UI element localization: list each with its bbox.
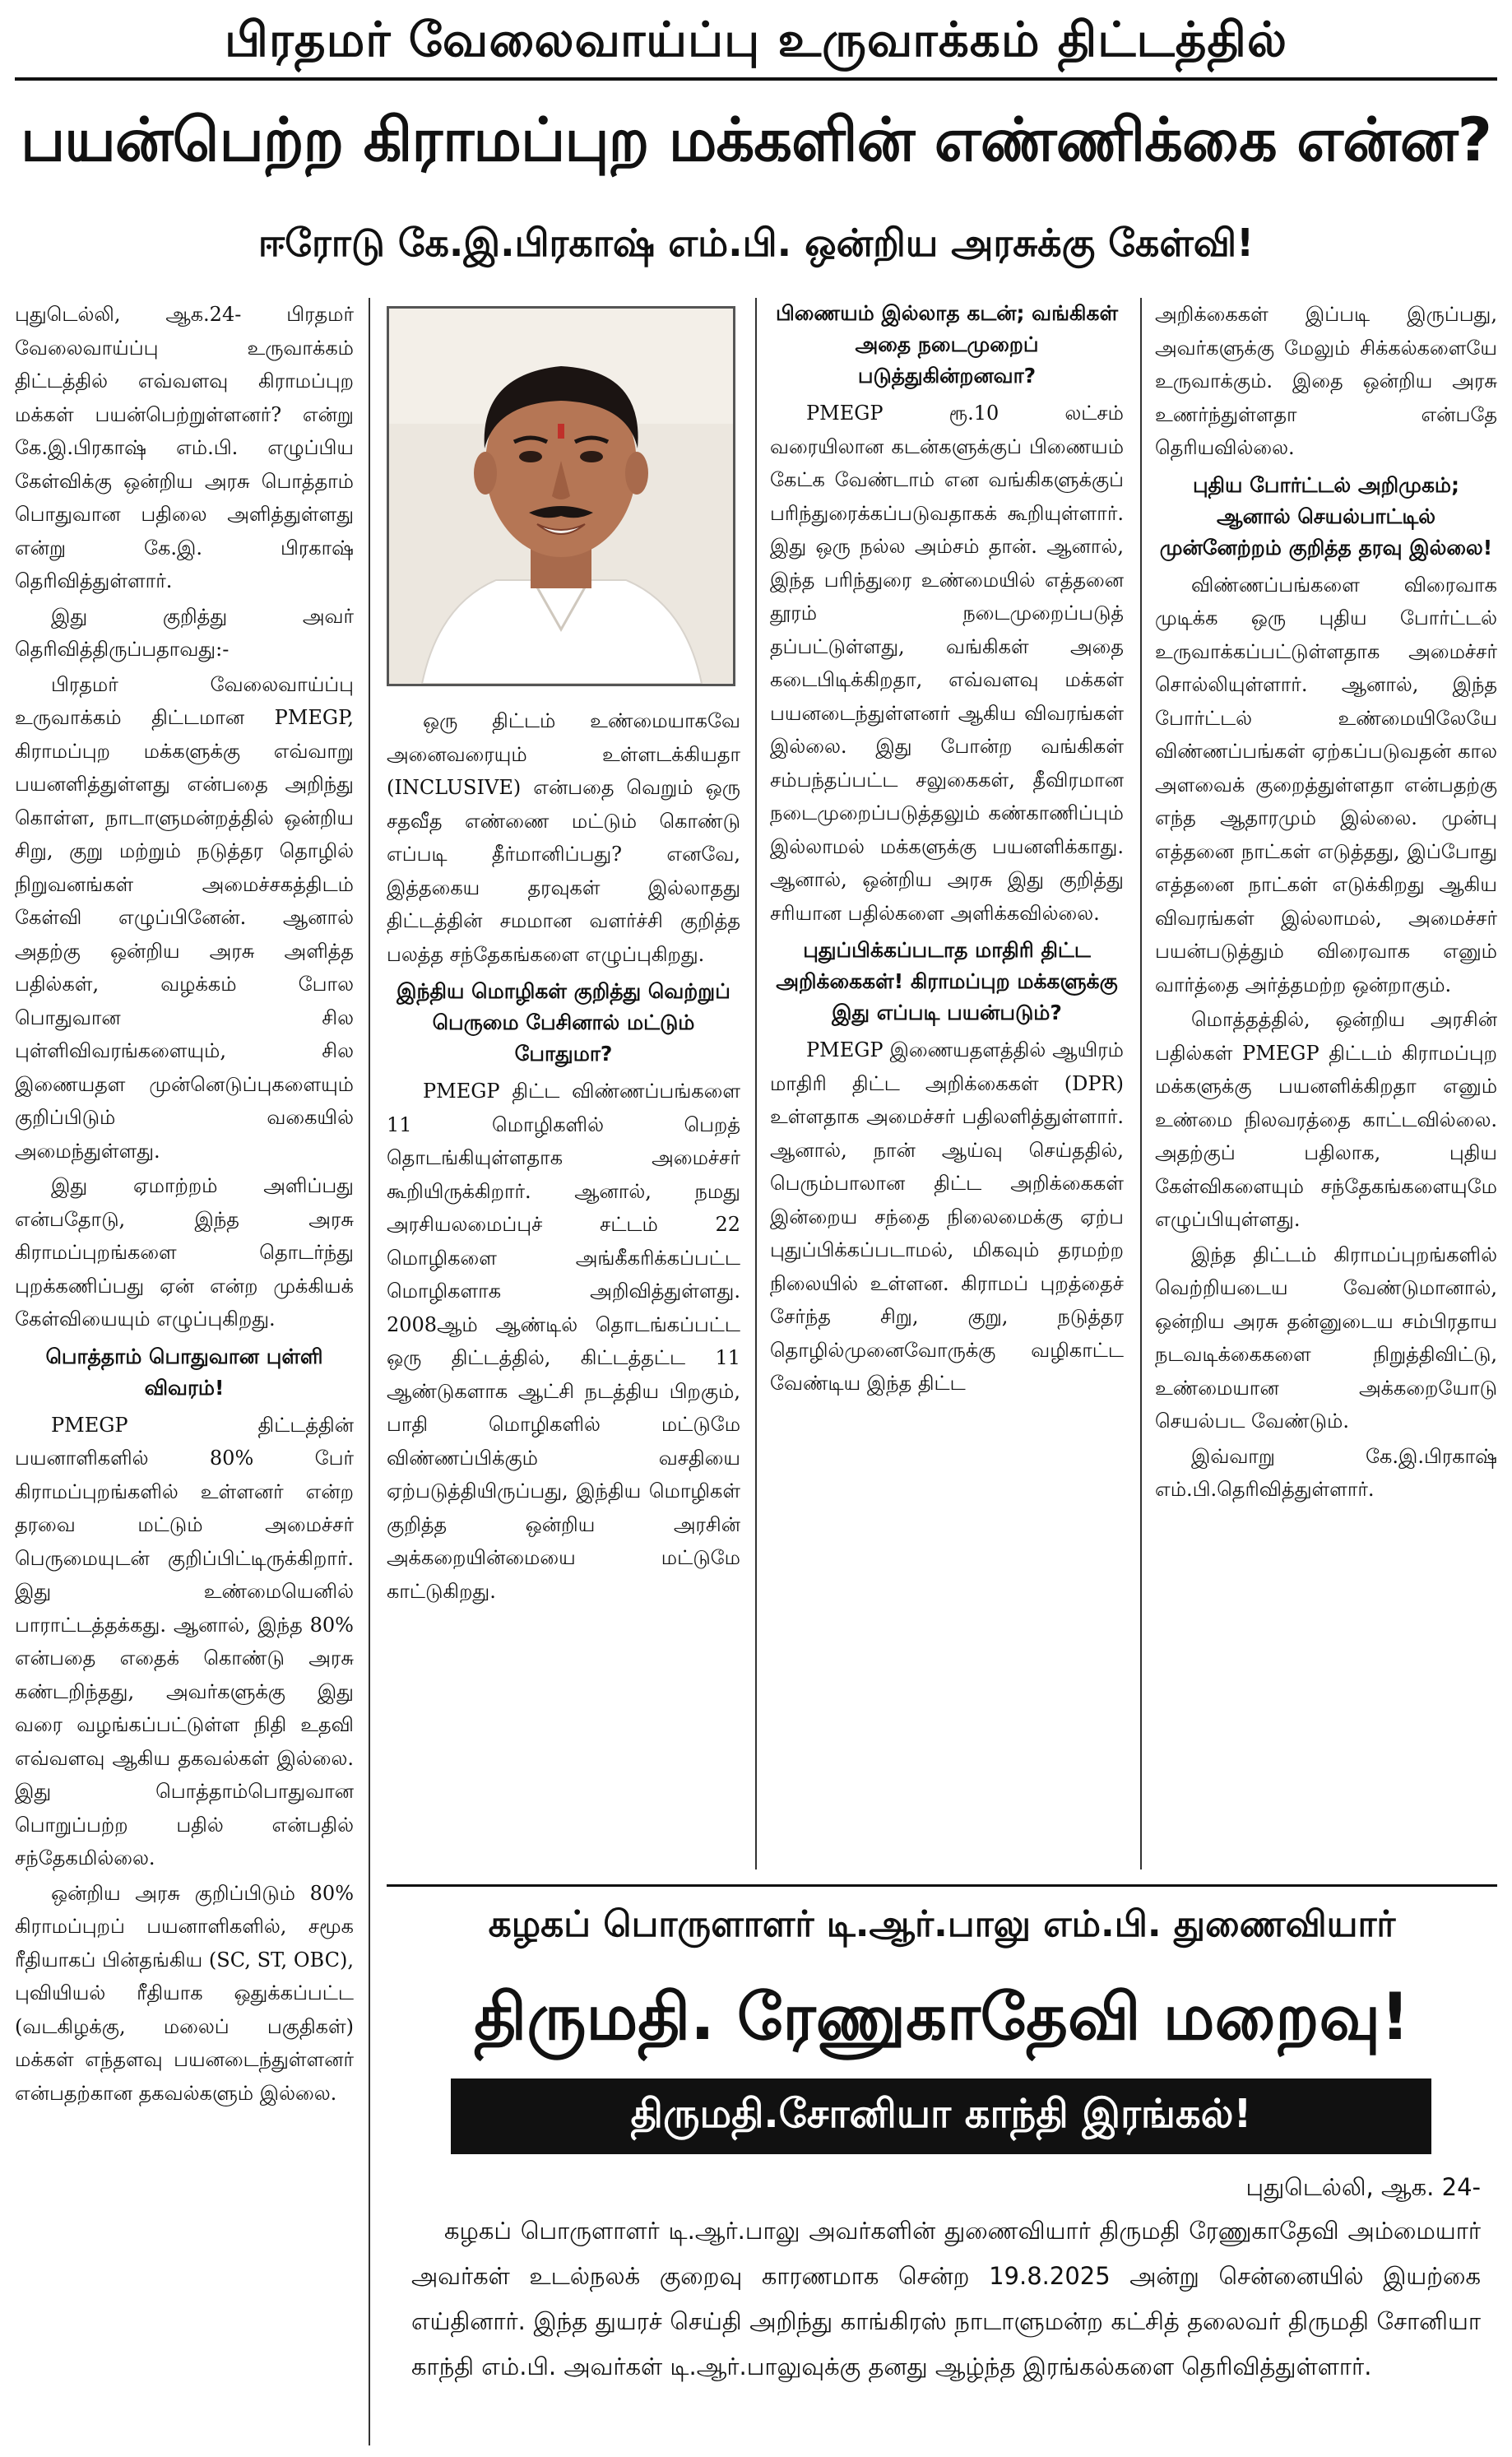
col1-subheading: பொத்தாம் பொதுவான புள்ளி விவரம்! xyxy=(45,1344,323,1400)
col4-para-1: அறிக்கைகள் இப்படி இருப்பது, அவர்களுக்கு மேலும் சிக்கல்களையே உருவாக்கும். இதை ஒன்றிய அரசு உணர்ந்துள்ளதா என்பதே தெரியவில்லை. xyxy=(1155,303,1497,459)
col4-subheading: புதிய போர்ட்டல் அறிமுகம்; ஆனால் செயல்பாட்டில் முன்னேற்றம் குறித்த தரவு இல்லை! xyxy=(1159,472,1493,560)
col1-para-4: இது ஏமாற்றம் அளிப்பது என்பதோடு, இந்த அரசு கிராமப்புறங்களை தொடர்ந்து புறக்கணிப்பது ஏன் என்ற முக்கியக் கேள்வியையும் எழுப்புகிறது. xyxy=(15,1174,354,1331)
col2-para-2: PMEGP திட்ட விண்ணப்பங்களை 11 மொழிகளில் பெறத் தொடங்கியுள்ளதாக அமைச்சர் கூறியிருக்கிறார். ஆனால், நமது அரசியலமைப்புச் சட்டம் 22 மொழிகளை அங்கீகரிக்கப்பட்ட மொழிகளாக அறிவித்துள்ளது. 2008ஆம் ஆண்டில் தொடங்கப்பட்ட ஒரு திட்டத்தில், கிட்டத்தட்ட 11 ஆண்டுகளாக ஆட்சி நடத்திய பிறகும், பாதி மொழிகளில் மட்டுமே விண்ணப்பிக்கும் வசதியை ஏற்படுத்தியிருப்பது, இந்திய மொழிகள் குறித்த ஒன்றிய அரசின் அக்கறையின்மையை மட்டுமே காட்டுகிறது. xyxy=(387,1080,740,1603)
col4-para-3: மொத்தத்தில், ஒன்றிய அரசின் பதில்கள் PMEGP திட்டம் கிராமப்புற மக்களுக்கு பயனளிக்கிறதா எனும் உண்மை நிலவரத்தை காட்டவில்லை. அதற்குப் பதிலாக, புதிய கேள்விகளையும் சந்தேகங்களையுமே எழுப்பியுள்ளது. xyxy=(1155,1008,1497,1231)
obituary-paragraph: கழகப் பொருளாளர் டி.ஆர்.பாலு அவர்களின் துணைவியார் திருமதி ரேணுகாதேவி அம்மையார் அவர்கள் உடல்நலக் குறைவு காரணமாக சென்ற 19.8.2025 அன்று சென்னையில் இயற்கை எய்தினார். இந்த துயரச் செய்தி அறிந்து காங்கிரஸ் நாடாளுமன்ற கட்சித் தலைவர் திருமதி சோனியா காந்தி எம்.பி. அவர்கள் டி.ஆர்.பாலுவுக்கு தனது ஆழ்ந்த இரங்கல்களை தெரிவித்துள்ளார். xyxy=(411,2217,1481,2380)
col1-para-2: இது குறித்து அவர் தெரிவித்திருப்பதாவது:- xyxy=(15,604,354,661)
article-subheadline: ஈரோடு கே.இ.பிரகாஷ் எம்.பி. ஒன்றிய அரசுக்கு கேள்வி! xyxy=(257,220,1255,265)
column-divider xyxy=(1140,298,1142,1869)
kicker-divider xyxy=(15,77,1497,81)
obituary-dateline: புதுடெல்லி, ஆக. 24- xyxy=(1245,2173,1481,2201)
article-headline: பயன்பெற்ற கிராமப்புற மக்களின் எண்ணிக்கை என்ன? xyxy=(20,105,1491,175)
article-column-1 xyxy=(15,298,354,2445)
col1-para-6: ஒன்றிய அரசு குறிப்பிடும் 80% கிராமப்புறப் பயனாளிகளில், சமூக ரீதியாகப் பின்தங்கிய (SC, ST, OBC), புவியியல் ரீதியாக ஒதுக்கப்பட்ட (வடகிழக்கு, மலைப் பகுதிகள்) மக்கள் எந்தளவு பயனடைந்துள்ளனர் என்பதற்கான தகவல்களும் இல்லை. xyxy=(15,1881,354,2105)
col1-para-3: பிரதமர் வேலைவாய்ப்பு உருவாக்கம் திட்டமான PMEGP, கிராமப்புற மக்களுக்கு எவ்வாறு பயனளித்துள்ளது என்பதை அறிந்து கொள்ள, நாடாளுமன்றத்தில் ஒன்றிய சிறு, குறு மற்றும் நடுத்தர தொழில் நிறுவனங்கள் அமைச்சகத்திடம் கேள்வி எழுப்பினேன். ஆனால் அதற்கு ஒன்றிய அரசு அளித்த பதில்கள், வழக்கம் போல பொதுவான சில புள்ளிவிவரங்களையும், சில இணையதள முன்னெடுப்புகளையும் குறிப்பிடும் வகையில் அமைந்துள்ளது. xyxy=(15,672,354,1163)
col3-subheading-1: பிணையம் இல்லாத கடன்; வங்கிகள் அதை நடைமுறைப் படுத்துகின்றனவா? xyxy=(775,301,1119,388)
col3-para-2: PMEGP இணையதளத்தில் ஆயிரம் மாதிரி திட்ட அறிக்கைகள் (DPR) உள்ளதாக அமைச்சர் பதிலளித்துள்ளார். ஆனால், நான் ஆய்வு செய்ததில், பெரும்பாலான திட்ட அறிக்கைகள் இன்றைய சந்தை நிலைமைக்கு ஏற்ப புதுப்பிக்கப்படாமல், மிகவும் தரமற்ற நிலையில் உள்ளன. கிராமப் புறத்தைச் சேர்ந்த சிறு, குறு, நடுத்தர தொழில்முனைவோருக்கு வழிகாட்ட வேண்டிய இந்த திட்ட xyxy=(770,1038,1124,1395)
obituary-kicker: கழகப் பொருளாளர் டி.ஆர்.பாலு எம்.பி. துணைவியார் xyxy=(488,1902,1396,1945)
article-column-4 xyxy=(1155,298,1497,1845)
obituary-banner: திருமதி.சோனியா காந்தி இரங்கல்! xyxy=(451,2078,1431,2154)
col1-para-5: PMEGP திட்டத்தின் பயனாளிகளில் 80% பேர் கிராமப்புறங்களில் உள்ளனர் என்ற தரவை மட்டும் அமைச்சர் பெருமையுடன் குறிப்பிட்டிருக்கிறார். இது உண்மையெனில் பாராட்டத்தக்கது. ஆனால், இந்த 80% என்பதை எதைக் கொண்டு அரசு கண்டறிந்தது, அவர்களுக்கு இது வரை வழங்கப்பட்டுள்ள நிதி உதவி எவ்வளவு ஆகிய தகவல்கள் இல்லை. இது பொத்தாம்பொதுவான பொறுப்பற்ற பதில் என்பதில் சந்தேகமில்லை. xyxy=(15,1413,354,1869)
author-photo xyxy=(387,306,735,686)
column-divider xyxy=(755,298,757,1869)
obituary-body xyxy=(411,2209,1481,2447)
col1-para-1: புதுடெல்லி, ஆக.24- பிரதமர் வேலைவாய்ப்பு உருவாக்கம் திட்டத்தில் எவ்வளவு கிராமப்புற மக்கள் பயன்பெற்றுள்ளனர்? என்று கே.இ.பிரகாஷ் எம்.பி. எழுப்பிய கேள்விக்கு ஒன்றிய அரசு பொத்தாம் பொதுவான பதிலை அளித்துள்ளது என்று கே.இ. பிரகாஷ் தெரிவித்துள்ளார். xyxy=(15,303,354,592)
col2-para-1: ஒரு திட்டம் உண்மையாகவே அனைவரையும் உள்ளடக்கியதா (INCLUSIVE) என்பதை வெறும் ஒரு சதவீத எண்ணை மட்டும் கொண்டு எப்படி தீர்மானிப்பது? எனவே, இத்தகைய தரவுகள் இல்லாதது திட்டத்தின் சமமான வளர்ச்சி குறித்த பலத்த சந்தேகங்களை எழுப்புகிறது. xyxy=(387,709,740,966)
col4-para-4: இந்த திட்டம் கிராமப்புறங்களில் வெற்றியடைய வேண்டுமானால், ஒன்றிய அரசு தன்னுடைய சம்பிரதாய நடவடிக்கைகளை நிறுத்திவிட்டு, உண்மையான அக்கறையோடு செயல்பட வேண்டும். xyxy=(1155,1242,1497,1433)
article-kicker: பிரதமர் வேலைவாய்ப்பு உருவாக்கம் திட்டத்தில் xyxy=(224,12,1288,67)
portrait-illustration xyxy=(389,309,733,684)
col2-subheading: இந்திய மொழிகள் குறித்து வெற்றுப் பெருமை பேசினால் மட்டும் போதுமா? xyxy=(397,979,730,1066)
col4-para-2: விண்ணப்பங்களை விரைவாக முடிக்க ஒரு புதிய போர்ட்டல் உருவாக்கப்பட்டுள்ளதாக அமைச்சர் சொல்லியுள்ளார். ஆனால், இந்த போர்ட்டல் உண்மையிலேயே விண்ணப்பங்கள் ஏற்கப்படுவதன் கால அளவைக் குறைத்துள்ளதா என்பதற்கு எந்த ஆதாரமும் இல்லை. முன்பு எத்தனை நாட்கள் எடுத்தது, இப்போது எத்தனை நாட்கள் எடுக்கிறது ஆகிய விவரங்கள் இல்லாமல், அமைச்சர் பயன்படுத்தும் விரைவாக எனும் வார்த்தை அர்த்தமற்ற ஒன்றாகும். xyxy=(1155,573,1497,996)
col4-para-5: இவ்வாறு கே.இ.பிரகாஷ் எம்.பி.தெரிவித்துள்ளார். xyxy=(1155,1444,1497,1501)
obituary-headline: திருமதி. ரேணுகாதேவி மறைவு! xyxy=(474,1981,1410,2055)
article-column-2 xyxy=(387,704,740,1873)
col3-para-1: PMEGP ரூ.10 லட்சம் வரையிலான கடன்களுக்குப் பிணையம் கேட்க வேண்டாம் என வங்கிகளுக்குப் பரிந்துரைக்கப்படுவதாகக் கூறியுள்ளார். இது ஒரு நல்ல அம்சம் தான். ஆனால், இந்த பரிந்துரை உண்மையில் எத்தனை தூரம் நடைமுறைப்படுத் தப்பட்டுள்ளது, வங்கிகள் அதை கடைபிடிக்கிறதா, எவ்வளவு மக்கள் பயனடைந்துள்ளனர் ஆகிய விவரங்கள் இல்லை. இது போன்ற வங்கிகள் சம்பந்தப்பட்ட சலுகைகள், தீவிரமான நடைமுறைப்படுத்தலும் கண்காணிப்பும் இல்லாமல் மக்களுக்கு பயனளிக்காது. ஆனால், ஒன்றிய அரசு இது குறித்து சரியான பதில்களை அளிக்கவில்லை. xyxy=(770,402,1124,925)
col3-subheading-2: புதுப்பிக்கப்படாத மாதிரி திட்ட அறிக்கைகள்! கிராமப்புற மக்களுக்கு இது எப்படி பயன்படும்? xyxy=(776,938,1118,1024)
column-divider xyxy=(369,298,370,2445)
article-column-3 xyxy=(770,298,1124,1845)
